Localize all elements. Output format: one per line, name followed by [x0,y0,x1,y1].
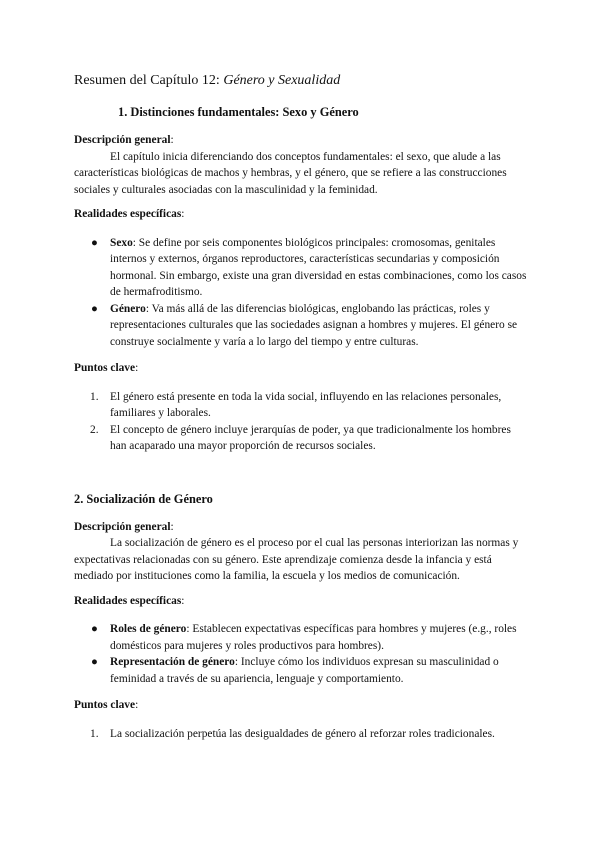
list-item: 1. El género está presente en toda la vida social, influyendo en las relaciones personales, familiares y laborales. [90,390,502,419]
section-1-bullet-list [74,235,528,351]
section-1-description-label: Descripción general: [74,134,174,146]
bullet-icon: ● [91,623,98,635]
bullet-icon: ● [91,656,98,668]
page-title [74,72,528,90]
list-item: ● Representación de género: Incluye cómo los individuos expresan su masculinidad o feminidad a través de su apariencia, lenguaje y comportamiento. [91,656,499,685]
section-2-description-text: La socialización de género es el proceso por el cual las personas interiorizan las normas y expectativas relacionadas con su género. Este aprendizaje comienza desde la infancia y está mediado por instituciones como la familia, la escuela y los medios de comunicación. [74,537,519,582]
section-1-key-points-list [74,389,528,455]
list-item: ● Sexo: Se define por seis componentes biológicos principales: cromosomas, genitales internos y externos, órganos reproductores, características secundarias y composición hormonal. Sin embargo, existe una gran diversidad en estas combinaciones, como los casos de hermafroditismo. [91,236,527,298]
list-item: 2. El concepto de género incluye jerarquías de poder, ya que tradicionalmente los hombres han acaparado una mayor proporción de recursos sociales. [90,423,511,452]
section-2-bullet-list [74,621,528,687]
section-1-heading: 1. Distinciones fundamentales: Sexo y Género [118,105,359,119]
list-item: ● Género: Va más allá de las diferencias biológicas, englobando las prácticas, roles y representaciones culturales que las sociedades asignan a hombres y mujeres. El género se construye socialmente y varía a lo largo del tiempo y entre culturas. [91,302,518,348]
list-item: ● Roles de género: Establecen expectativas específicas para hombres y mujeres (e.g., roles domésticos para mujeres y roles productivos para hombres). [91,623,517,652]
list-item: 1. La socialización perpetúa las desigualdades de género al reforzar roles tradicionales. [90,727,495,740]
bullet-icon: ● [91,302,98,315]
section-2-description-label: Descripción general: [74,520,174,533]
section-2-realities-label: Realidades específicas: [74,594,185,607]
section-1-key-points-label: Puntos clave: [74,362,139,374]
section-2-key-points-label: Puntos clave: [74,699,139,711]
title-italic: Género y Sexualidad [223,73,341,88]
section-1-realities-label: Realidades específicas: [74,208,185,220]
title-prefix: Resumen del Capítulo 12: [74,73,224,88]
section-2-key-points-list [74,726,528,743]
section-2-heading: 2. Socialización de Género [74,491,213,506]
bullet-icon: ● [91,236,98,249]
section-1-description-text: El capítulo inicia diferenciando dos conceptos fundamentales: el sexo, que alude a las características biológicas de machos y hembras, y el género, que se refiere a las construcciones sociales y culturales asociadas con la masculinidad y la feminidad. [74,150,507,196]
